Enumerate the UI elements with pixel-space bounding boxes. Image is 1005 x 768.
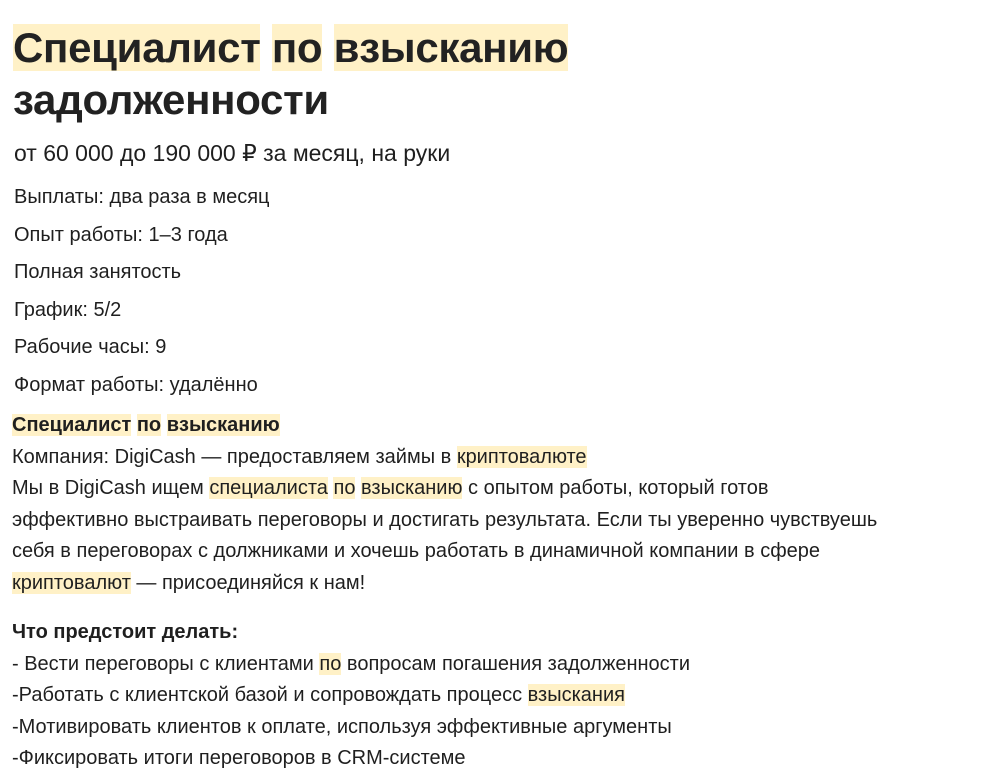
intro-line-2: эффективно выстраивать переговоры и достигать результата. Если ты уверенно чувствуешь <box>12 508 878 531</box>
paragraph-gap <box>12 599 992 617</box>
fact-employment: Полная занятость <box>14 261 182 284</box>
task-item: -Работать с клиентской базой и сопровождать процесс взыскания <box>12 684 625 706</box>
highlight-po: по <box>333 477 356 499</box>
company-line: Компания: DigiCash — предоставляем займы в криптовалюте <box>12 445 587 468</box>
salary-range: от 60 000 до 190 000 ₽ за месяц, на руки <box>14 140 451 166</box>
heading-highlight-word: Специалист <box>12 414 132 436</box>
fact-payments: Выплаты: два раза в месяц <box>14 186 270 208</box>
title-highlight-word: Специалист <box>13 24 261 71</box>
task-item: - Вести переговоры с клиентами по вопросам погашения задолженности <box>12 652 691 675</box>
heading-highlight-word: по <box>136 414 162 436</box>
vacancy-title-line-1 <box>13 22 568 74</box>
title-highlight-word: по <box>271 24 323 71</box>
highlight-crypto: криптовалюте <box>456 445 587 468</box>
task-item: -Фиксировать итоги переговоров в CRM-системе <box>12 747 466 768</box>
tasks-heading: Что предстоит делать: <box>12 621 239 643</box>
vacancy-facts-list <box>14 182 270 408</box>
highlight-collection-process: взыскания <box>527 684 625 706</box>
vacancy-title <box>13 22 568 126</box>
highlight-collection: взысканию <box>361 477 463 499</box>
highlight-cryptocurrencies: криптовалют <box>12 571 131 594</box>
heading-highlight-word: взысканию <box>166 414 280 436</box>
title-highlight-word: взысканию <box>333 24 569 71</box>
intro-line-3: себя в переговорах с должниками и хочешь работать в динамичной компании в сфере <box>12 540 821 562</box>
highlight-specialist: специалиста <box>209 477 328 499</box>
vacancy-description <box>12 410 992 768</box>
fact-working-hours: Рабочие часы: 9 <box>14 336 167 359</box>
highlight-po: по <box>319 652 342 675</box>
fact-schedule: График: 5/2 <box>14 298 122 321</box>
task-item: -Мотивировать клиентов к оплате, используя эффективные аргументы <box>12 715 672 738</box>
vacancy-title-line-2: задолженности <box>13 76 329 123</box>
description-heading <box>12 410 992 442</box>
fact-work-format: Формат работы: удалённо <box>14 373 258 396</box>
fact-experience: Опыт работы: 1–3 года <box>14 223 228 246</box>
intro-line-1: Мы в DigiCash ищем специалиста по взысканию с опытом работы, который готов <box>12 477 769 499</box>
intro-line-4: криптовалют — присоединяйся к нам! <box>12 571 366 594</box>
